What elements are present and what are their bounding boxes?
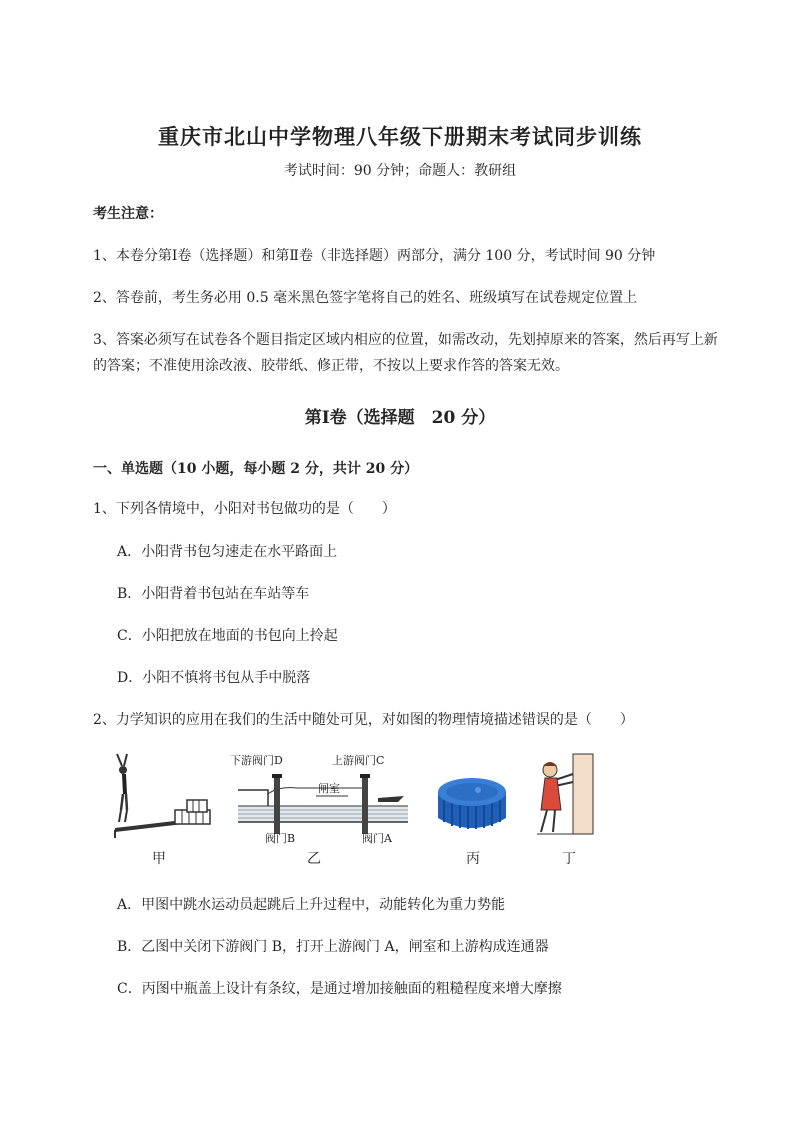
figure-label-yi: 乙 (307, 851, 321, 867)
exam-info: 考试时间：90 分钟；命题人：教研组 (283, 163, 517, 179)
bottle-cap-figure (432, 770, 512, 840)
figure-label-jia: 甲 (152, 851, 166, 867)
notice-item-2: 2、答卷前，考生务必用 0.5 毫米黑色签字笔将自己的姓名、班级填写在试卷规定位置上 (93, 290, 638, 306)
notice-item-1: 1、本卷分第Ⅰ卷（选择题）和第Ⅱ卷（非选择题）两部分，满分 100 分，考试时间 90 分钟 (93, 248, 656, 264)
notice-item-3: 3、答案必须写在试卷各个题目指定区域内相应的位置，如需改动，先划掉原来的答案，然后再写上新 (93, 332, 718, 348)
upstream-gate-label: 上游阀门C (332, 754, 385, 767)
section-title: 第Ⅰ卷（选择题 20 分） (304, 408, 496, 428)
question-1-option-c: C．小阳把放在地面的书包向上拎起 (117, 628, 338, 644)
question-2-option-b: B．乙图中关闭下游阀门 B，打开上游阀门 A，闸室和上游构成连通器 (117, 939, 549, 955)
valve-b-label: 阀门B (265, 832, 296, 845)
question-1-option-b: B．小阳背着书包站在车站等车 (117, 586, 310, 602)
figure-label-ding: 丁 (562, 851, 576, 867)
question-1-option-d: D．小阳不慎将书包从手中脱落 (117, 670, 311, 686)
lock-chamber-label: 闸室 (318, 782, 340, 795)
notice-item-3-cont: 的答案；不准使用涂改液、胶带纸、修正带，不按以上要求作答的答案无效。 (93, 358, 569, 374)
question-2-option-a: A．甲图中跳水运动员起跳后上升过程中，动能转化为重力势能 (117, 897, 506, 913)
page-title: 重庆市北山中学物理八年级下册期末考试同步训练 (158, 124, 642, 149)
diver-figure (105, 752, 215, 844)
question-1-stem: 1、下列各情境中，小阳对书包做功的是（ ） (93, 501, 396, 517)
notice-heading: 考生注意： (93, 206, 163, 222)
question-2-stem: 2、力学知识的应用在我们的生活中随处可见，对如图的物理情境描述错误的是（ ） (93, 712, 634, 728)
downstream-gate-label: 下游阀门D (230, 754, 283, 767)
pushing-wall-figure (535, 752, 595, 844)
part-heading: 一、单选题（10 小题，每小题 2 分，共计 20 分） (93, 461, 419, 477)
valve-a-label: 阀门A (362, 832, 392, 845)
question-1-option-a: A．小阳背书包匀速走在水平路面上 (117, 544, 338, 560)
figure-label-bing: 丙 (466, 851, 480, 867)
question-2-option-c: C．丙图中瓶盖上设计有条纹，是通过增加接触面的粗糙程度来增大摩擦 (117, 981, 562, 997)
